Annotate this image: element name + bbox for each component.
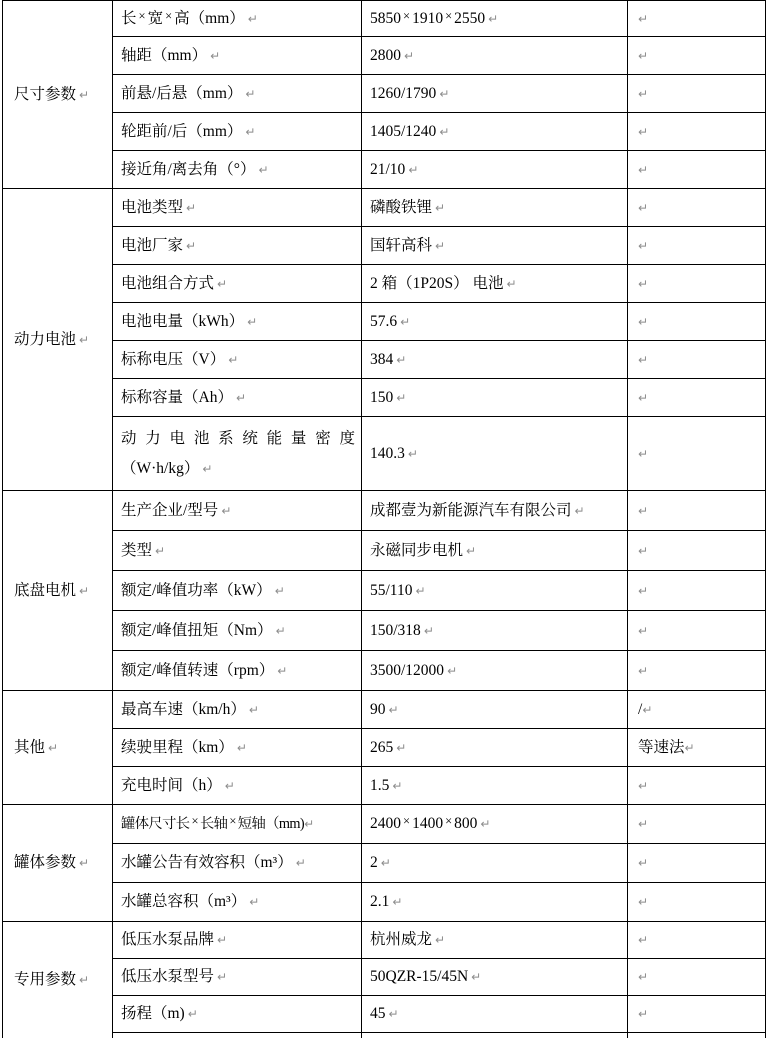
table-row bbox=[3, 959, 766, 996]
paragraph-mark-icon: ↵ bbox=[684, 740, 695, 755]
paragraph-mark-icon: ↵ bbox=[638, 238, 649, 253]
table-row bbox=[3, 75, 766, 113]
category-cell bbox=[3, 491, 113, 691]
paragraph-mark-icon: ↵ bbox=[79, 856, 90, 871]
value-text: 2 箱（1P20S） 电池 bbox=[370, 274, 504, 292]
paragraph-mark-icon: ↵ bbox=[488, 11, 499, 26]
paragraph-mark-icon: ↵ bbox=[638, 817, 649, 832]
value-cell bbox=[362, 189, 628, 227]
paragraph-mark-icon: ↵ bbox=[396, 390, 407, 405]
value-text: 1405/1240 bbox=[370, 122, 437, 140]
value-text: 2 bbox=[370, 854, 378, 872]
paragraph-mark-icon: ↵ bbox=[400, 314, 411, 329]
value-cell bbox=[362, 75, 628, 113]
value-cell bbox=[362, 922, 628, 959]
param-cell bbox=[113, 805, 362, 844]
paragraph-mark-icon: ↵ bbox=[258, 162, 269, 177]
note-cell bbox=[628, 37, 766, 75]
paragraph-mark-icon: ↵ bbox=[155, 543, 166, 558]
paragraph-mark-icon: ↵ bbox=[435, 200, 446, 215]
table-row bbox=[3, 113, 766, 151]
table-row bbox=[3, 651, 766, 691]
table-row bbox=[3, 691, 766, 729]
paragraph-mark-icon: ↵ bbox=[638, 390, 649, 405]
param-label: 充电时间（h） bbox=[121, 776, 222, 794]
table-row bbox=[3, 922, 766, 959]
note-cell bbox=[628, 691, 766, 729]
paragraph-mark-icon: ↵ bbox=[638, 895, 649, 910]
category-cell bbox=[3, 691, 113, 805]
paragraph-mark-icon: ↵ bbox=[638, 503, 649, 518]
param-label: 电池组合方式 bbox=[121, 274, 215, 292]
paragraph-mark-icon: ↵ bbox=[79, 87, 90, 102]
note-cell bbox=[628, 491, 766, 531]
paragraph-mark-icon: ↵ bbox=[79, 332, 90, 347]
table-row bbox=[3, 611, 766, 651]
value-cell bbox=[362, 1033, 628, 1038]
paragraph-mark-icon: ↵ bbox=[638, 352, 649, 367]
note-cell bbox=[628, 113, 766, 151]
table-row bbox=[3, 531, 766, 571]
paragraph-mark-icon: ↵ bbox=[638, 583, 649, 598]
value-cell bbox=[362, 417, 628, 491]
note-cell bbox=[628, 379, 766, 417]
paragraph-mark-icon: ↵ bbox=[435, 933, 446, 948]
paragraph-mark-icon: ↵ bbox=[186, 200, 197, 215]
param-cell bbox=[113, 883, 362, 922]
paragraph-mark-icon: ↵ bbox=[380, 856, 391, 871]
paragraph-mark-icon: ↵ bbox=[638, 446, 649, 461]
note-cell bbox=[628, 531, 766, 571]
param-label: 最高车速（km/h） bbox=[121, 700, 246, 718]
paragraph-mark-icon: ↵ bbox=[210, 48, 221, 63]
param-cell bbox=[113, 341, 362, 379]
paragraph-mark-icon: ↵ bbox=[224, 778, 235, 793]
value-text: 21/10 bbox=[370, 160, 406, 178]
note-cell bbox=[628, 571, 766, 611]
param-cell bbox=[113, 113, 362, 151]
note-cell bbox=[628, 959, 766, 996]
value-cell bbox=[362, 1, 628, 37]
paragraph-mark-icon: ↵ bbox=[480, 817, 491, 832]
paragraph-mark-icon: ↵ bbox=[235, 390, 247, 405]
param-label: 水罐公告有效容积（m³） bbox=[121, 854, 293, 872]
paragraph-mark-icon: ↵ bbox=[186, 238, 197, 253]
table-row bbox=[3, 417, 766, 491]
note-cell bbox=[628, 996, 766, 1033]
value-text: 140.3 bbox=[370, 444, 405, 462]
param-label: 电池厂家 bbox=[121, 236, 184, 254]
paragraph-mark-icon: ↵ bbox=[187, 1007, 198, 1022]
paragraph-mark-icon: ↵ bbox=[295, 856, 306, 871]
value-text: 1.5 bbox=[370, 776, 390, 794]
note-cell bbox=[628, 227, 766, 265]
value-cell bbox=[362, 379, 628, 417]
note-cell bbox=[628, 265, 766, 303]
paragraph-mark-icon: ↵ bbox=[638, 778, 649, 793]
paragraph-mark-icon: ↵ bbox=[638, 1007, 649, 1022]
param-cell bbox=[113, 417, 362, 491]
paragraph-mark-icon: ↵ bbox=[435, 238, 446, 253]
category-cell bbox=[3, 805, 113, 922]
value-cell bbox=[362, 767, 628, 805]
value-cell bbox=[362, 651, 628, 691]
paragraph-mark-icon: ↵ bbox=[574, 503, 585, 518]
paragraph-mark-icon: ↵ bbox=[79, 583, 90, 598]
paragraph-mark-icon: ↵ bbox=[396, 352, 407, 367]
category-label: 专用参数 bbox=[14, 971, 77, 989]
param-cell bbox=[113, 379, 362, 417]
value-text: 150/318 bbox=[370, 621, 421, 639]
paragraph-mark-icon: ↵ bbox=[245, 124, 256, 139]
param-label: 轮距前/后（mm） bbox=[121, 122, 243, 140]
note-cell bbox=[628, 729, 766, 767]
param-label: 生产企业/型号 bbox=[121, 501, 219, 519]
category-cell bbox=[3, 922, 113, 1038]
paragraph-mark-icon: ↵ bbox=[388, 1007, 399, 1022]
value-text: 杭州威龙 bbox=[370, 931, 433, 949]
param-cell bbox=[113, 531, 362, 571]
value-cell bbox=[362, 303, 628, 341]
param-cell bbox=[113, 651, 362, 691]
paragraph-mark-icon: ↵ bbox=[388, 702, 399, 717]
value-text: 2.1 bbox=[370, 893, 390, 911]
param-label: 低压水泵品牌 bbox=[121, 931, 215, 949]
paragraph-mark-icon: ↵ bbox=[638, 11, 649, 26]
param-cell bbox=[113, 1033, 362, 1038]
paragraph-mark-icon: ↵ bbox=[471, 970, 482, 985]
paragraph-mark-icon: ↵ bbox=[415, 583, 426, 598]
param-cell bbox=[113, 691, 362, 729]
value-cell bbox=[362, 691, 628, 729]
value-cell bbox=[362, 113, 628, 151]
param-label-line2: （W·h/kg） ↵ bbox=[121, 459, 213, 477]
paragraph-mark-icon: ↵ bbox=[48, 740, 59, 755]
paragraph-mark-icon: ↵ bbox=[638, 856, 649, 871]
paragraph-mark-icon: ↵ bbox=[423, 623, 434, 638]
value-cell bbox=[362, 227, 628, 265]
paragraph-mark-icon: ↵ bbox=[277, 663, 288, 678]
value-text: 5850 × 1910 × 2550 bbox=[370, 8, 486, 27]
note-cell bbox=[628, 303, 766, 341]
paragraph-mark-icon: ↵ bbox=[248, 702, 259, 717]
value-text: 45 bbox=[370, 1005, 386, 1023]
table-row bbox=[3, 844, 766, 883]
paragraph-mark-icon: ↵ bbox=[407, 446, 418, 461]
value-text: 永磁同步电机 bbox=[370, 541, 464, 559]
param-label: 电池电量（kWh） bbox=[121, 312, 245, 330]
param-label: 标称电压（V） bbox=[121, 350, 226, 368]
param-label: 接近角/离去角（°） bbox=[121, 160, 256, 178]
note-cell bbox=[628, 844, 766, 883]
paragraph-mark-icon: ↵ bbox=[642, 702, 653, 717]
param-label: 扬程（m) bbox=[121, 1005, 185, 1023]
table-row bbox=[3, 379, 766, 417]
paragraph-mark-icon: ↵ bbox=[396, 740, 407, 755]
value-cell bbox=[362, 571, 628, 611]
paragraph-mark-icon: ↵ bbox=[245, 86, 256, 101]
paragraph-mark-icon: ↵ bbox=[638, 48, 649, 63]
paragraph-mark-icon: ↵ bbox=[247, 11, 258, 26]
paragraph-mark-icon: ↵ bbox=[638, 663, 649, 678]
paragraph-mark-icon: ↵ bbox=[638, 543, 649, 558]
paragraph-mark-icon: ↵ bbox=[249, 895, 260, 910]
paragraph-mark-icon: ↵ bbox=[638, 970, 649, 985]
paragraph-mark-icon: ↵ bbox=[202, 461, 213, 476]
param-cell bbox=[113, 1, 362, 37]
note-cell bbox=[628, 883, 766, 922]
param-label: 类型 bbox=[121, 541, 153, 559]
param-cell bbox=[113, 611, 362, 651]
value-text: 成都壹为新能源汽车有限公司 bbox=[370, 501, 572, 519]
paragraph-mark-icon: ↵ bbox=[408, 162, 419, 177]
note-cell bbox=[628, 341, 766, 379]
value-text: 2800 bbox=[370, 46, 401, 64]
param-cell bbox=[113, 151, 362, 189]
paragraph-mark-icon: ↵ bbox=[217, 276, 228, 291]
param-cell bbox=[113, 265, 362, 303]
note-cell bbox=[628, 611, 766, 651]
value-text: 2400 × 1400 × 800 bbox=[370, 814, 478, 833]
value-cell bbox=[362, 611, 628, 651]
table-row bbox=[3, 805, 766, 844]
paragraph-mark-icon: ↵ bbox=[304, 817, 315, 832]
param-label: 电池类型 bbox=[121, 198, 184, 216]
category-label: 动力电池 bbox=[14, 330, 77, 348]
value-cell bbox=[362, 151, 628, 189]
value-text: 150 bbox=[370, 388, 394, 406]
value-cell bbox=[362, 883, 628, 922]
value-text: 57.6 bbox=[370, 312, 398, 330]
paragraph-mark-icon: ↵ bbox=[638, 86, 649, 101]
note-cell bbox=[628, 75, 766, 113]
value-text: 国轩高科 bbox=[370, 236, 433, 254]
note-cell bbox=[628, 1, 766, 37]
paragraph-mark-icon: ↵ bbox=[638, 162, 649, 177]
value-cell bbox=[362, 996, 628, 1033]
table-row bbox=[3, 265, 766, 303]
param-label: 低压水泵型号 bbox=[121, 968, 215, 986]
note-cell bbox=[628, 805, 766, 844]
table-row bbox=[3, 491, 766, 531]
param-cell bbox=[113, 959, 362, 996]
param-cell bbox=[113, 303, 362, 341]
table-row bbox=[3, 571, 766, 611]
param-cell bbox=[113, 491, 362, 531]
value-text: 磷酸铁锂 bbox=[370, 198, 433, 216]
value-cell bbox=[362, 959, 628, 996]
paragraph-mark-icon: ↵ bbox=[439, 86, 450, 101]
param-cell bbox=[113, 189, 362, 227]
value-text: 1260/1790 bbox=[370, 84, 437, 102]
table-row bbox=[3, 341, 766, 379]
param-label: 轴距（mm） bbox=[121, 46, 208, 64]
param-cell bbox=[113, 767, 362, 805]
note-text: / bbox=[638, 700, 643, 718]
value-cell bbox=[362, 729, 628, 767]
paragraph-mark-icon: ↵ bbox=[221, 503, 232, 518]
cropped-row bbox=[3, 1033, 766, 1038]
param-cell bbox=[113, 75, 362, 113]
paragraph-mark-icon: ↵ bbox=[506, 276, 517, 291]
note-cell bbox=[628, 651, 766, 691]
param-cell bbox=[113, 227, 362, 265]
value-text: 55/110 bbox=[370, 581, 413, 599]
value-cell bbox=[362, 844, 628, 883]
paragraph-mark-icon: ↵ bbox=[466, 543, 477, 558]
value-cell bbox=[362, 531, 628, 571]
paragraph-mark-icon: ↵ bbox=[638, 124, 649, 139]
note-text: 等速法 bbox=[638, 738, 685, 756]
param-label: 前悬/后悬（mm） bbox=[121, 84, 243, 102]
param-cell bbox=[113, 844, 362, 883]
paragraph-mark-icon: ↵ bbox=[638, 276, 649, 291]
paragraph-mark-icon: ↵ bbox=[274, 583, 285, 598]
paragraph-mark-icon: ↵ bbox=[217, 933, 228, 948]
param-label-line1: 动力电池系统能量密度 bbox=[121, 430, 355, 448]
table-row bbox=[3, 996, 766, 1033]
value-text: 384 bbox=[370, 350, 394, 368]
category-label: 罐体参数 bbox=[14, 854, 77, 872]
paragraph-mark-icon: ↵ bbox=[228, 352, 239, 367]
table-row bbox=[3, 37, 766, 75]
param-label: 罐体尺寸长 × 长轴 × 短轴（mm) bbox=[121, 814, 305, 833]
note-cell bbox=[628, 1033, 766, 1038]
table-row bbox=[3, 1, 766, 37]
table-row bbox=[3, 303, 766, 341]
spec-table bbox=[2, 0, 766, 1038]
paragraph-mark-icon: ↵ bbox=[447, 663, 458, 678]
paragraph-mark-icon: ↵ bbox=[638, 200, 649, 215]
param-label: 额定/峰值扭矩（Nm） bbox=[121, 621, 273, 639]
param-label: 额定/峰值转速（rpm） bbox=[121, 661, 275, 679]
param-cell bbox=[113, 922, 362, 959]
paragraph-mark-icon: ↵ bbox=[79, 973, 90, 988]
value-text: 50QZR-15/45N bbox=[370, 968, 469, 986]
paragraph-mark-icon: ↵ bbox=[404, 48, 415, 63]
table-row bbox=[3, 189, 766, 227]
value-cell bbox=[362, 491, 628, 531]
paragraph-mark-icon: ↵ bbox=[392, 778, 403, 793]
category-cell bbox=[3, 1, 113, 189]
value-text: 3500/12000 bbox=[370, 661, 445, 679]
note-cell bbox=[628, 417, 766, 491]
value-text: 265 bbox=[370, 738, 394, 756]
paragraph-mark-icon: ↵ bbox=[439, 124, 450, 139]
category-label: 其他 bbox=[14, 738, 46, 756]
param-label: 续驶里程（km） bbox=[121, 738, 234, 756]
paragraph-mark-icon: ↵ bbox=[392, 895, 403, 910]
category-cell bbox=[3, 189, 113, 491]
param-label: 额定/峰值功率（kW） bbox=[121, 581, 272, 599]
param-cell bbox=[113, 571, 362, 611]
note-cell bbox=[628, 767, 766, 805]
paragraph-mark-icon: ↵ bbox=[638, 314, 649, 329]
value-cell bbox=[362, 37, 628, 75]
note-cell bbox=[628, 922, 766, 959]
param-label: 长 × 宽 × 高（mm） bbox=[121, 8, 245, 27]
table-row bbox=[3, 767, 766, 805]
value-text: 90 bbox=[370, 700, 386, 718]
paragraph-mark-icon: ↵ bbox=[247, 314, 258, 329]
param-cell bbox=[113, 729, 362, 767]
note-cell bbox=[628, 189, 766, 227]
category-label: 尺寸参数 bbox=[14, 85, 77, 103]
param-cell bbox=[113, 37, 362, 75]
paragraph-mark-icon: ↵ bbox=[638, 933, 649, 948]
value-cell bbox=[362, 805, 628, 844]
paragraph-mark-icon: ↵ bbox=[236, 740, 247, 755]
paragraph-mark-icon: ↵ bbox=[275, 623, 286, 638]
table-row bbox=[3, 227, 766, 265]
param-label: 标称容量（Ah） bbox=[121, 388, 233, 406]
table-row bbox=[3, 151, 766, 189]
value-cell bbox=[362, 341, 628, 379]
value-cell bbox=[362, 265, 628, 303]
note-cell bbox=[628, 151, 766, 189]
paragraph-mark-icon: ↵ bbox=[638, 623, 649, 638]
param-cell bbox=[113, 996, 362, 1033]
paragraph-mark-icon: ↵ bbox=[217, 970, 228, 985]
table-row bbox=[3, 729, 766, 767]
table-row bbox=[3, 883, 766, 922]
category-label: 底盘电机 bbox=[14, 581, 77, 599]
param-label: 水罐总容积（m³） bbox=[121, 893, 247, 911]
